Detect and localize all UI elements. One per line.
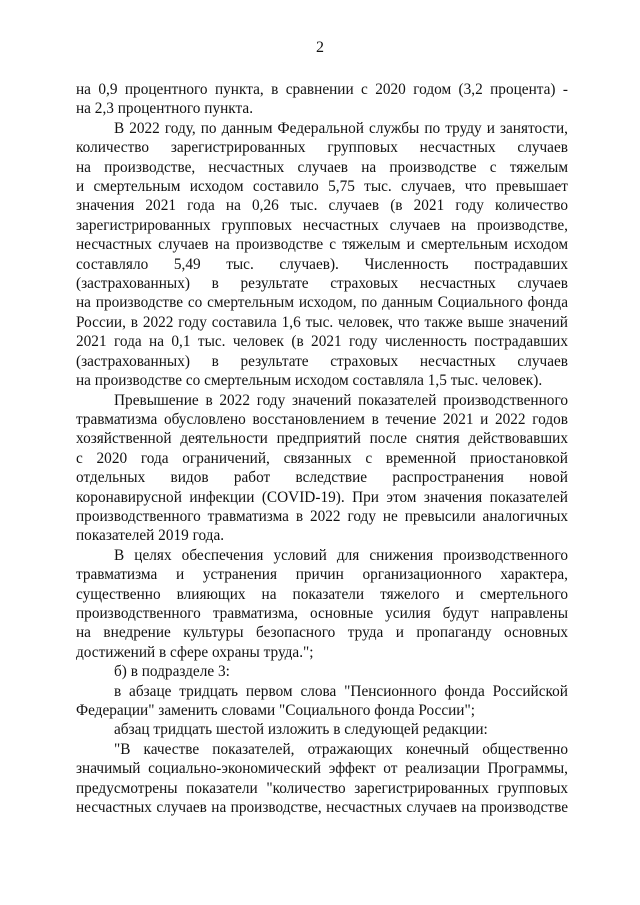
document-body	[76, 80, 568, 817]
text-line: несчастных случаев на производстве, несчастных случаев на производстве	[76, 799, 568, 817]
text-line: существенно влияющих на показатели тяжелого и смертельного	[76, 585, 568, 603]
text-line: производственного травматизма в 2022 году не превысили аналогичных	[76, 507, 568, 525]
text-line: абзац тридцать шестой изложить в следующей редакции:	[114, 721, 488, 739]
text-line: коронавирусной инфекции (COVID-19). При этом значения показателей	[76, 488, 568, 506]
text-line: травматизма и устранения причин организационного характера,	[76, 566, 568, 584]
text-line: количество зарегистрированных групповых несчастных случаев	[76, 139, 568, 157]
text-line: травматизма обусловлено восстановлением в течение 2021 и 2022 годов	[76, 410, 568, 428]
text-line: 2021 года на 0,1 тыс. человек (в 2021 году численность пострадавших	[76, 333, 568, 351]
text-line: составляло 5,49 тыс. случаев). Численность пострадавших	[76, 255, 568, 273]
text-line: отдельных видов работ вследствие распространения новой	[76, 469, 568, 487]
text-line: на 2,3 процентного пункта.	[76, 100, 254, 118]
text-line: предусмотрены показатели "количество зарегистрированных групповых	[76, 779, 568, 797]
text-line: в абзаце тридцать первом слова "Пенсионного фонда Российской	[114, 682, 568, 700]
text-line: и смертельным исходом составило 5,75 тыс. случаев, что превышает	[76, 178, 568, 196]
text-line: достижений в сфере охраны труда.";	[76, 643, 314, 661]
text-line: зарегистрированных групповых несчастных случаев на производстве,	[76, 216, 568, 234]
text-line: на 0,9 процентного пункта, в сравнении с 2020 годом (3,2 процента) -	[76, 81, 568, 98]
text-line: на производстве со смертельным исходом составляла 1,5 тыс. человек).	[76, 372, 543, 390]
text-line: Превышение в 2022 году значений показателей производственного	[114, 391, 568, 409]
text-line: Федерации" заменить словами "Социального фонда России";	[76, 702, 475, 719]
text-line: хозяйственной деятельности предприятий после снятия действовавших	[76, 430, 568, 448]
text-line: России, в 2022 году составила 1,6 тыс. человек, что также выше значений	[76, 313, 568, 331]
text-line: на внедрение культуры безопасного труда и пропаганду основных	[76, 624, 568, 642]
text-line: на производстве, несчастных случаев на производстве с тяжелым	[76, 158, 568, 176]
text-line: значимый социально-экономический эффект от реализации Программы,	[76, 760, 568, 778]
page-number: 2	[316, 39, 324, 56]
text-line: показателей 2019 года.	[76, 527, 225, 545]
text-line: производственного травматизма, основные усилия будут направлены	[76, 604, 568, 622]
text-line: б) в подразделе 3:	[114, 663, 230, 681]
text-line: В 2022 году, по данным Федеральной службы по труду и занятости,	[114, 119, 568, 137]
text-line: (застрахованных) в результате страховых несчастных случаев	[76, 275, 568, 293]
text-line: несчастных случаев на производстве с тяжелым и смертельным исходом	[76, 236, 568, 254]
text-line: В целях обеспечения условий для снижения производственного	[114, 546, 568, 564]
text-line: (застрахованных) в результате страховых несчастных случаев	[76, 352, 568, 370]
text-line: "В качестве показателей, отражающих конечный общественно	[114, 740, 568, 758]
text-line: на производстве со смертельным исходом, по данным Социального фонда	[76, 294, 568, 312]
text-line: значения 2021 года на 0,26 тыс. случаев (в 2021 году количество	[76, 197, 568, 215]
text-line: с 2020 года ограничений, связанных с временной приостановкой	[76, 449, 568, 467]
